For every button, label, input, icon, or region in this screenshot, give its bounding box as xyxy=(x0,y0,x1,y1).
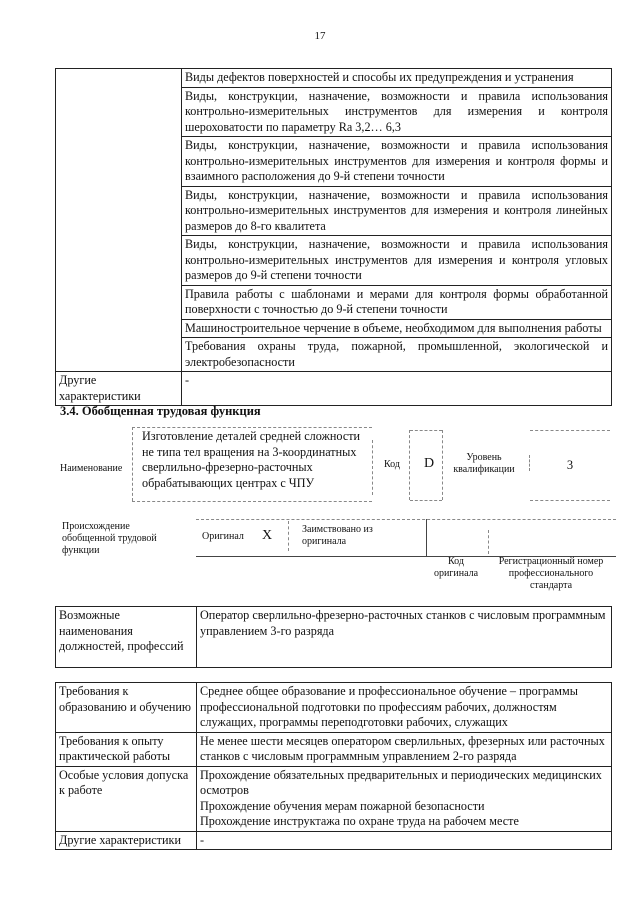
requirement-label: Требования к образованию и обучению xyxy=(56,683,197,733)
requirement-label: Другие характеристики xyxy=(56,831,197,850)
borrowed-label: Заимствовано из оригинала xyxy=(302,524,373,547)
table-row xyxy=(56,732,612,766)
name-label: Наименование xyxy=(60,463,123,474)
knowledge-item: Виды, конструкции, назначение, возможности и правила использования контрольно-измерительных инструментов для измерения и контроля угловых размеров до 9-й степени точности xyxy=(182,236,612,286)
table-row xyxy=(56,831,612,850)
requirements-table xyxy=(55,682,612,850)
code-value: D xyxy=(424,456,435,471)
level-value: 3 xyxy=(566,458,574,472)
original-label: Оригинал xyxy=(202,531,244,542)
knowledge-item: Виды, конструкции, назначение, возможности и правила использования контрольно-измерительных инструментов для измерения и контроля шероховатости по параметру Ra 3,2… 6,3 xyxy=(182,87,612,137)
section-title: 3.4. Обобщенная трудовая функция xyxy=(60,404,261,418)
requirement-line: - xyxy=(200,832,205,847)
table-row xyxy=(56,683,612,733)
reg-number-label: Регистрационный номер профессионального стандарта xyxy=(498,556,604,591)
table-row xyxy=(56,372,612,406)
level-label: Уровень квалификации xyxy=(453,452,515,475)
knowledge-table xyxy=(55,68,612,406)
requirement-line: Прохождение обучения мерам пожарной безопасности xyxy=(200,798,485,813)
requirement-line: Прохождение инструктажа по охране труда на рабочем месте xyxy=(200,814,519,828)
requirement-line: Среднее общее образование и профессиональное обучение – программы профессиональной подготовки по профессиям рабочих, должностям служащих, программы переподготовки рабочих, служащих xyxy=(200,684,578,729)
knowledge-item: Требования охраны труда, пожарной, промышленной, экологической и электробезопасности xyxy=(182,338,612,372)
positions-table xyxy=(55,606,612,668)
left-empty-cell xyxy=(56,69,182,372)
code-original-label: Код оригинала xyxy=(433,556,479,579)
table-row xyxy=(56,69,612,88)
code-label: Код xyxy=(384,459,400,470)
function-name: Изготовление деталей средней сложности не типа тел вращения на 3-координатных сверлильно-фрезерно-расточных обрабатывающих центрах с ЧПУ xyxy=(142,429,361,490)
knowledge-item: Виды, конструкции, назначение, возможности и правила использования контрольно-измерительных инструментов для измерения и контроля линейных размеров до 8-го квалитета xyxy=(182,186,612,236)
positions-label: Возможные наименования должностей, профессий xyxy=(56,607,197,668)
origin-label: Происхождение обобщенной трудовой функции xyxy=(62,521,157,556)
knowledge-item: Виды, конструкции, назначение, возможности и правила использования контрольно-измерительных инструментов для измерения и контроля формы и взаимного расположения до 9-й степени точности xyxy=(182,137,612,187)
requirement-label: Особые условия допуска к работе xyxy=(56,766,197,831)
knowledge-item: Виды дефектов поверхностей и способы их предупреждения и устранения xyxy=(182,69,612,88)
function-name-box xyxy=(132,427,372,501)
knowledge-item: - xyxy=(182,372,612,406)
positions-value: Оператор сверлильно-фрезерно-расточных станков с числовым программным управлением 3-го разряда xyxy=(197,607,612,668)
table-row xyxy=(56,766,612,831)
knowledge-item: Правила работы с шаблонами и мерами для контроля формы обработанной поверхности с точностью до 9-й степени точности xyxy=(182,285,612,319)
requirement-value xyxy=(197,683,612,733)
original-mark: X xyxy=(262,528,273,543)
row-label: Другие характеристики xyxy=(56,372,182,406)
requirement-line: Прохождение обязательных предварительных и периодических медицинских осмотров xyxy=(200,767,602,797)
requirement-value xyxy=(197,766,612,831)
table-row xyxy=(56,607,612,668)
requirement-label: Требования к опыту практической работы xyxy=(56,732,197,766)
requirement-value xyxy=(197,831,612,850)
knowledge-item: Машиностроительное черчение в объеме, необходимом для выполнения работы xyxy=(182,319,612,338)
page-number: 17 xyxy=(314,30,326,42)
requirement-line: Не менее шести месяцев оператором сверлильных, фрезерных или расточных станков с числовым программным управлением 2-го разряда xyxy=(200,733,605,763)
requirement-value xyxy=(197,732,612,766)
